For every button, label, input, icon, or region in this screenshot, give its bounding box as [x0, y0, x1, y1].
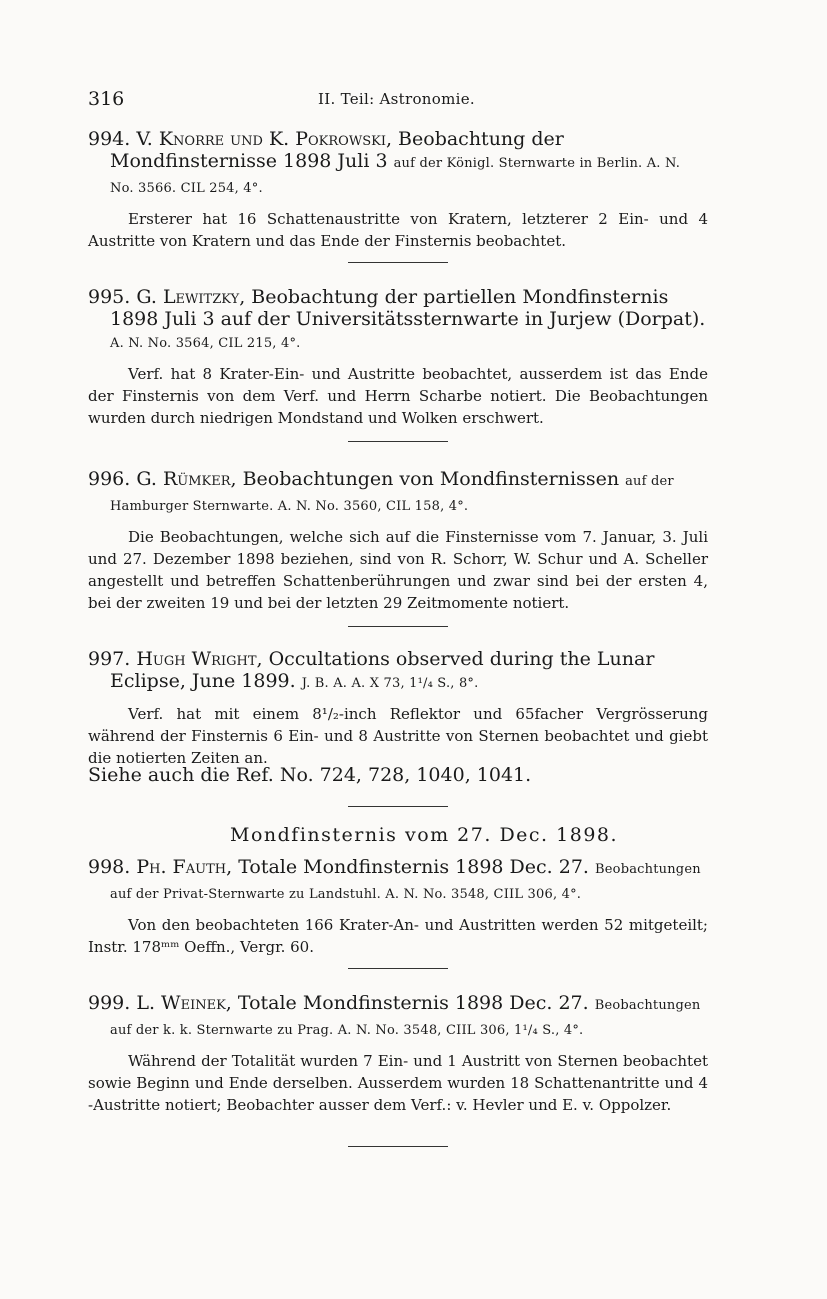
entry-reference: auf der Hamburger Sternwarte. A. N. No. 3560, CIL 158, 4°.	[110, 474, 674, 514]
entry-reference: auf der Königl. Sternwarte in Berlin. A. N. No. 3566. CIL 254, 4°.	[110, 156, 681, 196]
entry-body: Verf. hat 8 Krater-Ein- und Austritte beobachtet, ausserdem ist das Ende der Finsternis von dem Verf. und Herrn Scharbe notiert. Die Beobachtungen wurden durch niedrigen Mondstand und Wolken erschwert.	[88, 365, 708, 427]
entry-title: Occultations observed during the Lunar Eclipse, June 1899.	[110, 648, 655, 692]
entry-title: Beobachtungen von Mondfinsternissen	[242, 468, 620, 490]
entry-title: Totale Mondfinsternis 1898 Dec. 27.	[238, 856, 589, 878]
see-also-note: Siehe auch die Ref. No. 724, 728, 1040, 1041.	[88, 764, 532, 786]
separator-rule	[348, 626, 448, 627]
entry-author: V. Knorre und K. Pokrowski,	[136, 128, 392, 150]
entry-author: L. Weinek,	[136, 992, 232, 1014]
entry-author: Hugh Wright,	[136, 648, 263, 670]
entry-heading	[88, 992, 708, 1042]
entry-body: Verf. hat mit einem 8¹/₂-inch Reflektor und 65facher Vergrösserung während der Finsternis 6 Ein- und 8 Austritte von Sternen beobachtet und giebt die notierten Zeiten an.	[88, 705, 708, 767]
entry-999	[88, 992, 708, 1116]
entry-heading	[88, 648, 708, 695]
separator-rule	[348, 262, 448, 263]
entry-reference: Beobachtungen auf der k. k. Sternwarte zu Prag. A. N. No. 3548, CIIL 306, 1¹/₄ S., 4°.	[110, 998, 701, 1038]
entry-body: Während der Totalität wurden 7 Ein- und 1 Austritt von Sternen beobachtet sowie Beginn und Ende derselben. Ausserdem wurden 18 Schattenantritte und 4 -Austritte notiert; Beobachter ausser dem Verf.: v. Hevler und E. v. Oppolzer.	[88, 1052, 708, 1114]
entry-author: Ph. Fauth,	[136, 856, 233, 878]
entry-997	[88, 648, 708, 769]
entry-title: Beobachtung der partiellen Mondfinsternis 1898 Juli 3 auf der Universitätssternwarte in Jurjew (Dorpat).	[110, 286, 706, 330]
entry-number: 998.	[88, 856, 131, 878]
entry-body: Ersterer hat 16 Schattenaustritte von Kratern, letzterer 2 Ein- und 4 Austritte von Kratern und das Ende der Finsternis beobachtet.	[88, 210, 708, 250]
entry-title: Beobachtung der Mondfinsternisse 1898 Juli 3	[110, 128, 564, 172]
entry-heading	[88, 856, 708, 906]
entry-heading	[88, 468, 708, 518]
section-title: Mondfinsternis vom 27. Dec. 1898.	[230, 824, 619, 846]
running-head: II. Teil: Astronomie.	[318, 90, 475, 108]
entry-heading	[88, 286, 708, 355]
entry-body: Von den beobachteten 166 Krater-An- und Austritten werden 52 mitgeteilt; Instr. 178ᵐᵐ Oeffn., Vergr. 60.	[88, 916, 708, 956]
separator-rule	[348, 1146, 448, 1147]
entry-number: 994.	[88, 128, 131, 150]
entry-heading	[88, 128, 708, 200]
page-header	[88, 88, 708, 116]
entry-995	[88, 286, 708, 429]
separator-rule	[348, 968, 448, 969]
entry-994	[88, 128, 708, 252]
entry-number: 997.	[88, 648, 131, 670]
page-number: 316	[88, 88, 125, 110]
entry-reference: Beobachtungen auf der Privat-Sternwarte zu Landstuhl. A. N. No. 3548, CIIL 306, 4°.	[110, 862, 701, 902]
entry-996	[88, 468, 708, 614]
entry-body: Die Beobachtungen, welche sich auf die Finsternisse vom 7. Januar, 3. Juli und 27. Dezember 1898 beziehen, sind von R. Schorr, W. Schur und A. Scheller angestellt und betreffen Schattenberührungen und zwar sind bei der ersten 4, bei der zweiten 19 und bei der letzten 29 Zeitmomente notiert.	[88, 528, 708, 612]
entry-number: 999.	[88, 992, 131, 1014]
entry-author: G. Lewitzky,	[136, 286, 246, 308]
entry-number: 996.	[88, 468, 131, 490]
entry-reference: A. N. No. 3564, CIL 215, 4°.	[110, 336, 301, 351]
entry-998	[88, 856, 708, 958]
entry-author: G. Rümker,	[136, 468, 237, 490]
separator-rule	[348, 441, 448, 442]
entry-reference: J. B. A. A. X 73, 1¹/₄ S., 8°.	[301, 676, 479, 691]
separator-rule	[348, 806, 448, 807]
entry-number: 995.	[88, 286, 131, 308]
entry-title: Totale Mondfinsternis 1898 Dec. 27.	[237, 992, 589, 1014]
